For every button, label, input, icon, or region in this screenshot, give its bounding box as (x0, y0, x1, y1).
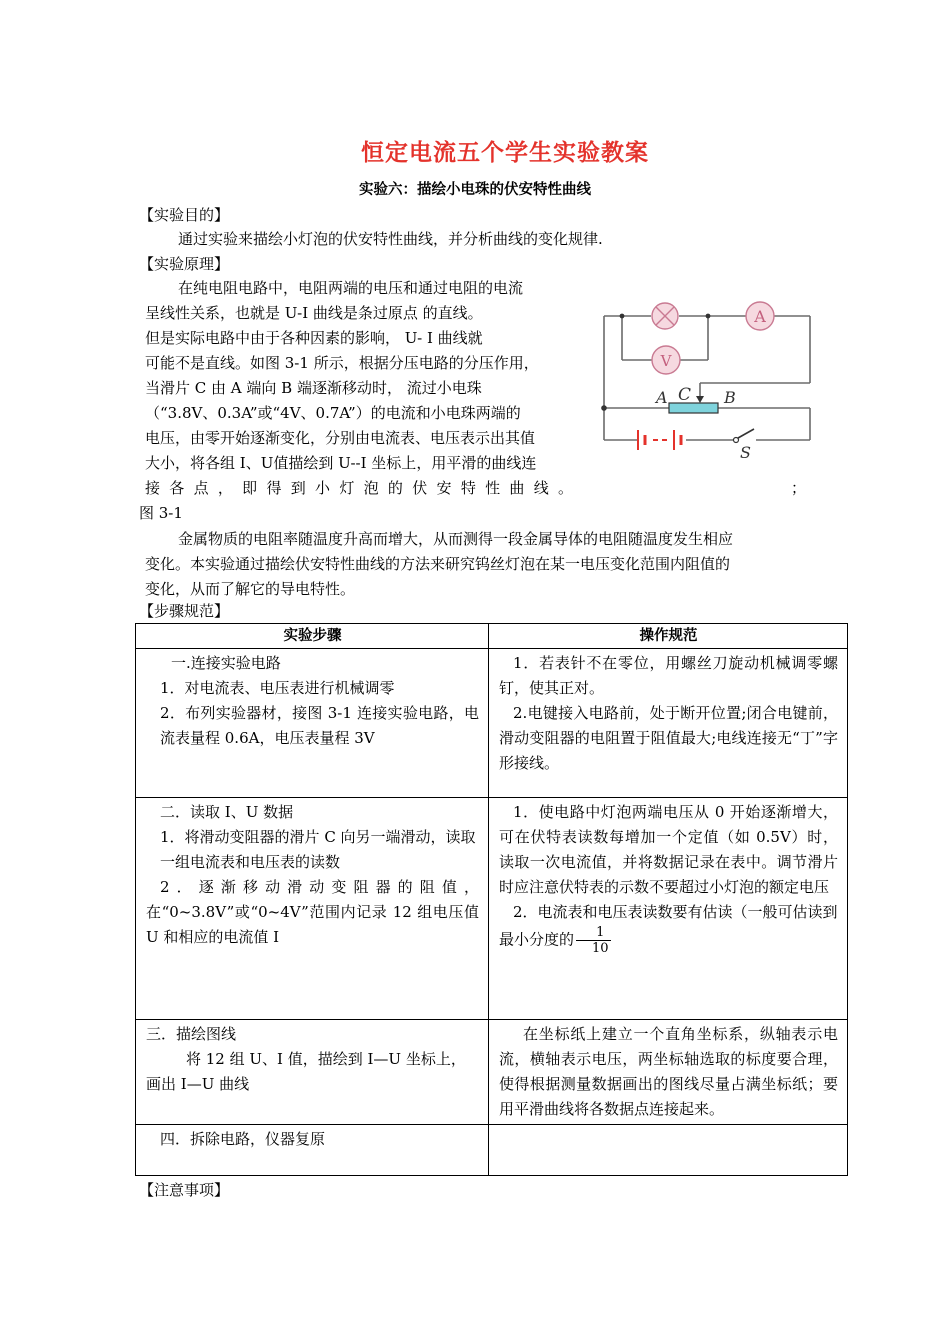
step-heading: 三．描绘图线 (146, 1025, 237, 1043)
principle-line-8: 大小，将各组 I、U值描绘到 U--I 坐标上，用平滑的曲线连 (145, 454, 537, 472)
step-item: 1．对电流表、电压表进行机械调零 (160, 679, 395, 697)
table-row (136, 798, 848, 1020)
battery-icon (638, 430, 681, 450)
spec-cell (489, 649, 848, 798)
step-heading: 一.连接实验电路 (156, 654, 281, 672)
principle-line-9: 接各点，即得到小灯泡的伏安特性曲线。 (145, 479, 573, 497)
semicolon: ； (791, 479, 807, 497)
figure-caption: 图 3-1 (139, 504, 183, 522)
switch-label: S (740, 443, 751, 462)
principle-line-3: 但是实际电路中由于各种因素的影响， U- I 曲线就 (145, 329, 483, 347)
spec-item: 1．若表针不在零位，用螺丝刀旋动机械调零螺钉，使其正对。 (499, 654, 838, 697)
spec-cell (489, 798, 848, 1020)
experiment-subtitle: 实验六：描绘小电珠的伏安特性曲线 (359, 182, 591, 198)
table-row (136, 1020, 848, 1125)
header-steps: 实验步骤 (136, 624, 489, 649)
spec-item: 1．使电路中灯泡两端电压从 0 开始逐渐增大，可在伏特表读数每增加一个定值（如 0.5V）时，读取一次电流值，并将数据记录在表中。调节滑片时应注意伏特表的示数不要超过小灯泡的额定电压 (499, 803, 838, 896)
slider-label: C (678, 385, 692, 405)
circuit-diagram (596, 296, 822, 466)
step-item: 将 12 组 U、I 值，描绘到 I—U 坐标上，画出 I—U 曲线 (146, 1050, 466, 1093)
spec-item: 2．电流表和电压表读数要有估读（一般可估读到最小分度的 $\frac{1}{10}$ (499, 903, 838, 956)
document-title: 恒定电流五个学生实验教案 (361, 140, 649, 166)
principle-line-6: （“3.8V、0.3A”或“4V、0.7A”）的电流和小电珠两端的 (145, 404, 521, 422)
section-principle: 【实验原理】 (139, 255, 230, 273)
step-cell (136, 798, 489, 1020)
section-purpose: 【实验目的】 (139, 206, 230, 224)
principle-para2-line-3: 变化，从而了解它的导电特性。 (145, 580, 356, 598)
section-notes: 【注意事项】 (139, 1181, 230, 1199)
steps-table (135, 623, 848, 1176)
spec-cell (489, 1020, 848, 1125)
rheostat-icon (669, 403, 718, 413)
principle-line-5: 当滑片 C 由 A 端向 B 端逐渐移动时， 流过小电珠 (145, 379, 482, 397)
principle-para2-line-1: 金属物质的电阻率随温度升高而增大，从而测得一段金属导体的电阻随温度发生相应 (178, 530, 734, 548)
spec-item: 在坐标纸上建立一个直角坐标系，纵轴表示电流，横轴表示电压，两坐标轴选取的标度要合理，使得根据测量数据画出的图线尽量占满坐标纸；要用平滑曲线将各数据点连接起来。 (499, 1025, 838, 1118)
step-cell (136, 1125, 489, 1176)
switch-icon (734, 429, 755, 443)
principle-line-2: 呈线性关系，也就是 U-I 曲线是条过原点 的直线。 (145, 304, 483, 322)
step-cell (136, 1020, 489, 1125)
step-item: 2．布列实验器材，接图 3-1 连接实验电路，电流表量程 0.6A，电压表量程 3V (160, 704, 479, 747)
step-heading: 四．拆除电路，仪器复原 (160, 1130, 326, 1148)
slider-arrow-icon (696, 396, 704, 403)
voltmeter-label: V (660, 352, 672, 370)
spec-cell-empty (489, 1125, 848, 1176)
purpose-text: 通过实验来描绘小灯泡的伏安特性曲线，并分析曲线的变化规律. (178, 230, 603, 248)
step-heading: 二．读取 I、U 数据 (160, 803, 294, 821)
ammeter-label: A (754, 307, 766, 326)
fraction-one-tenth: $\frac{1}{10}$ (576, 925, 611, 956)
end-a-label: A (656, 388, 668, 407)
table-header-row (136, 624, 848, 649)
principle-para2-line-2: 变化。本实验通过描绘伏安特性曲线的方法来研究钨丝灯泡在某一电压变化范围内阻值的 (145, 555, 731, 573)
principle-line-4: 可能不是直线。如图 3-1 所示，根据分压电路的分压作用， (145, 354, 539, 372)
end-b-label: B (724, 388, 736, 407)
step-cell (136, 649, 489, 798)
lamp-icon (652, 303, 678, 329)
principle-line-1: 在纯电阻电路中，电阻两端的电压和通过电阻的电流 (178, 279, 524, 297)
step-item: 2．逐渐移动滑动变阻器的阻值，在“0~3.8V”或“0~4V”范围内记录 12 组电压值 U 和相应的电流值 I (146, 878, 479, 946)
table-row (136, 649, 848, 798)
step-item: 1．将滑动变阻器的滑片 C 向另一端滑动，读取一组电流表和电压表的读数 (160, 828, 476, 871)
header-spec: 操作规范 (489, 624, 848, 649)
principle-line-7: 电压，由零开始逐渐变化，分别由电流表、电压表示出其值 (145, 429, 536, 447)
section-steps: 【步骤规范】 (139, 602, 230, 620)
spec-item: 2.电键接入电路前，处于断开位置;闭合电键前，滑动变阻器的电阻置于阻值最大;电线连接无“丁”字形接线。 (499, 704, 838, 772)
table-row (136, 1125, 848, 1176)
